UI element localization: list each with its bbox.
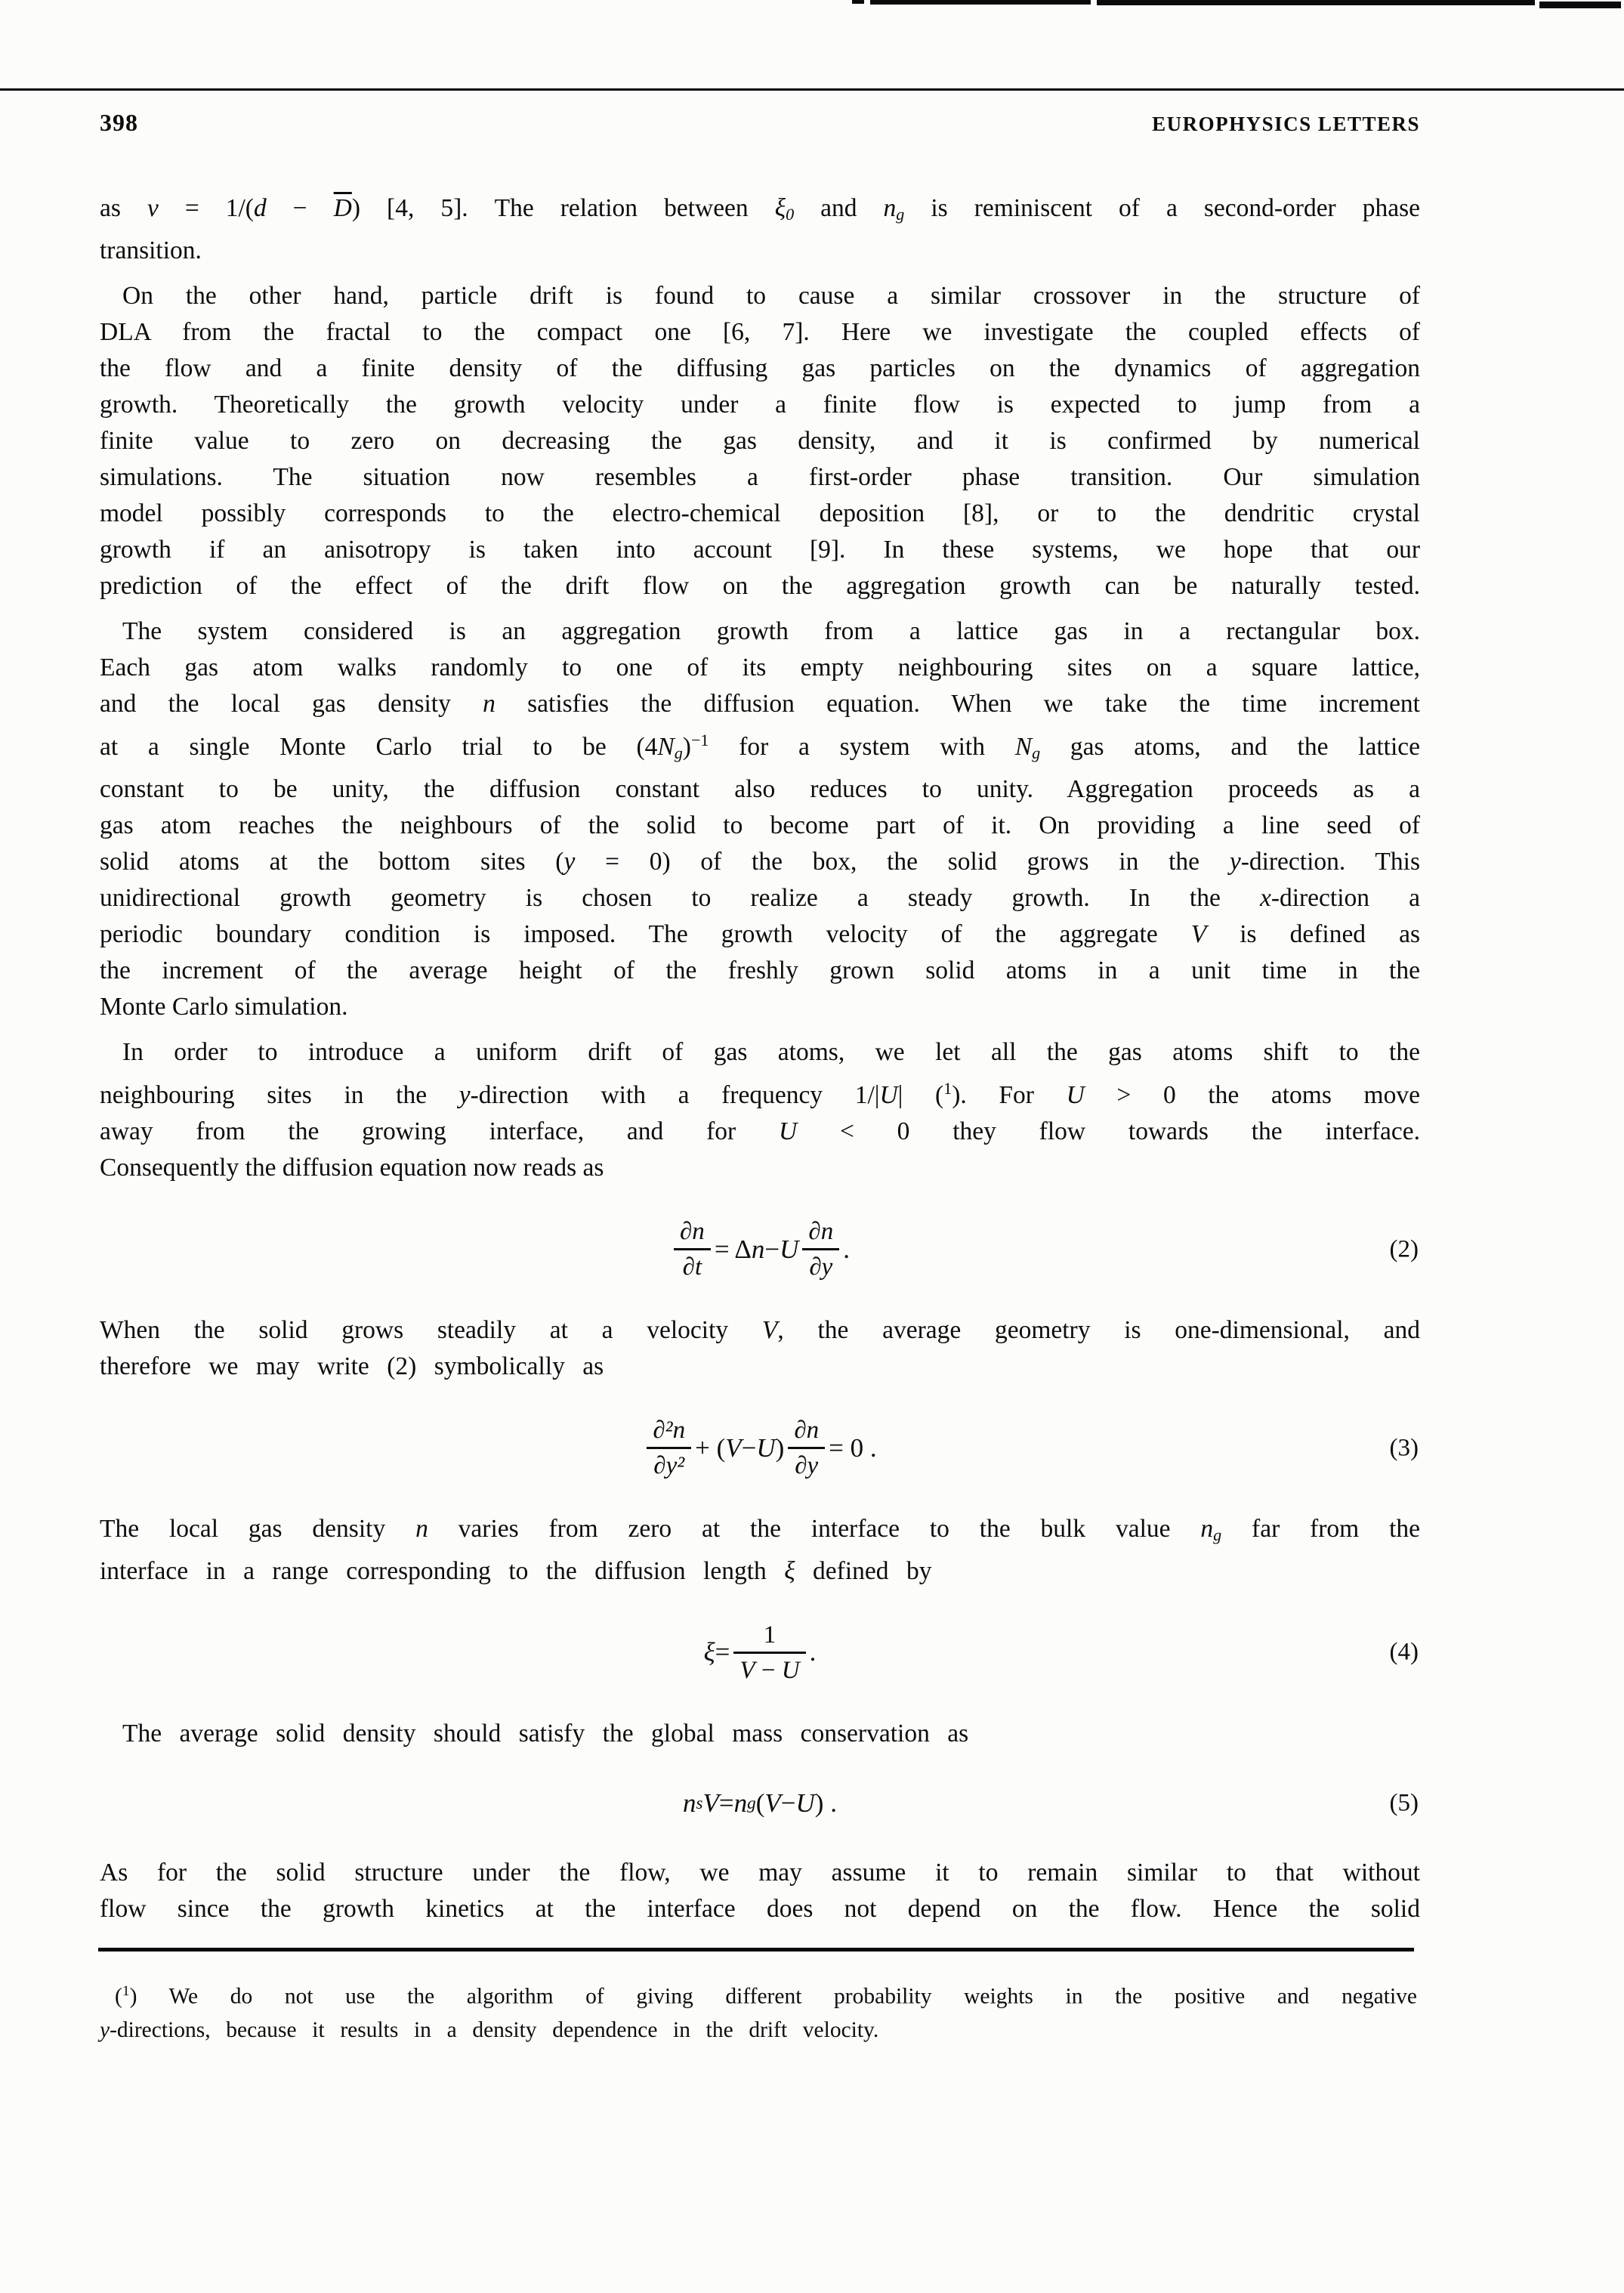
math-inline: 1 <box>122 1983 130 1999</box>
equation-2-number: (2) <box>1389 1235 1419 1263</box>
math-inline: x <box>1259 883 1271 912</box>
math-inline: n <box>883 194 897 222</box>
math-inline: ∂y² <box>653 1452 685 1480</box>
equation-5-content: n s V = n g ( V − U ) . <box>683 1788 837 1818</box>
paragraph-8 <box>100 1855 1420 1927</box>
math-inline: g <box>674 743 683 762</box>
math-inline: 1 <box>943 1078 952 1098</box>
math-inline: y <box>563 847 576 876</box>
math-inline: V <box>764 1788 781 1818</box>
math-inline: $\overline{D}$ <box>333 194 352 222</box>
math-inline: n <box>751 1234 765 1264</box>
math-inline: g <box>747 1793 756 1813</box>
equation-5-number: (5) <box>1389 1789 1419 1817</box>
paragraph-4 <box>100 1034 1420 1186</box>
math-inline: U <box>778 1117 798 1146</box>
text-line: growth if an anisotropy is taken into account [9]. In these systems, we hope that our <box>100 535 1420 564</box>
text-line: When the solid grows steadily at a velocity V, the average geometry is one-dimensional, and <box>100 1316 1420 1345</box>
text-line: transition. <box>100 236 202 264</box>
text-line: finite value to zero on decreasing the gas density, and it is confirmed by numerical <box>100 426 1420 455</box>
text-line: y-directions, because it results in a density dependence in the drift velocity. <box>100 2017 879 2042</box>
math-inline: y <box>1229 847 1241 876</box>
math-inline: g <box>1213 1525 1222 1544</box>
fraction <box>788 1414 825 1482</box>
paragraph-1 <box>100 190 1420 269</box>
math-inline: ∂y <box>809 1253 833 1281</box>
math-inline: ∂y <box>795 1452 819 1480</box>
footnote-rule <box>98 1948 1414 1952</box>
page-number: 398 <box>100 109 138 136</box>
math-inline: n <box>483 689 496 718</box>
math-inline: y <box>458 1081 471 1110</box>
paragraph-5 <box>100 1312 1420 1385</box>
text-line: ($^1$) We do not use the algorithm of giving different probability weights in the positive and negative <box>115 1983 1417 2009</box>
text-line: On the other hand, particle drift is found to cause a similar crossover in the structure of <box>122 281 1420 310</box>
math-inline: n <box>415 1515 428 1544</box>
text-line: solid atoms at the bottom sites (y = 0) of the box, the solid grows in the y-direction. This <box>100 847 1420 876</box>
text-line: gas atom reaches the neighbours of the solid to become part of it. On providing a line seed of <box>100 811 1420 839</box>
math-inline: ∂²n <box>653 1417 686 1445</box>
fraction <box>802 1215 839 1284</box>
paragraph-3 <box>100 613 1420 1025</box>
math-inline: ∂n <box>680 1218 705 1246</box>
text-line: the increment of the average height of the freshly grown solid atoms in a unit time in the <box>100 956 1420 984</box>
text-line: As for the solid structure under the flow, we may assume it to remain similar to that without <box>100 1858 1420 1887</box>
text-line: model possibly corresponds to the electro-chemical deposition [8], or to the dendritic crystal <box>100 499 1420 527</box>
text-line: neighbouring sites in the y-direction with a frequency 1/|U| ($^1$). For U > 0 the atoms move <box>100 1078 1420 1110</box>
scan-artifact <box>1097 0 1535 5</box>
text-line: Each gas atom walks randomly to one of its empty neighbouring sites on a square lattice, <box>100 653 1420 681</box>
text-line: at a single Monte Carlo trial to be $(4Ng)^{-1}$ for a system with Ng gas atoms, and the lattice <box>100 730 1421 762</box>
text-line: constant to be unity, the diffusion constant also reduces to unity. Aggregation proceeds as a <box>100 774 1420 803</box>
text-line: the flow and a finite density of the diffusing gas particles on the dynamics of aggregation <box>100 354 1420 382</box>
math-inline: V <box>761 1316 778 1345</box>
text-line: interface in a range corresponding to the diffusion length ξ defined by <box>100 1556 932 1585</box>
top-rule <box>0 88 1624 91</box>
text-line: periodic boundary condition is imposed. The growth velocity of the aggregate V is defined as <box>100 919 1420 948</box>
text-line: The local gas density n varies from zero at the interface to the bulk value ng far from the <box>100 1515 1420 1544</box>
equation-3-number: (3) <box>1389 1434 1419 1462</box>
math-inline: g <box>1032 743 1041 762</box>
page-header <box>100 109 1420 137</box>
article-body <box>100 190 1420 1927</box>
math-inline: U <box>1066 1081 1085 1110</box>
journal-name: EUROPHYSICS LETTERS <box>1152 113 1420 135</box>
fraction: $\frac{1}{V - U}$ <box>733 1618 805 1687</box>
text-line: Monte Carlo simulation. <box>100 992 348 1021</box>
text-line: prediction of the effect of the drift flow on the aggregation growth can be naturally tested. <box>100 571 1420 600</box>
math-inline: n <box>683 1788 696 1818</box>
math-inline: d <box>253 194 267 222</box>
text-line: Consequently the diffusion equation now reads as <box>100 1154 604 1182</box>
math-inline: ξ <box>784 1556 795 1585</box>
equation-4-number: (4) <box>1389 1638 1419 1666</box>
scan-artifact <box>852 0 864 4</box>
math-inline: ∂n <box>808 1218 834 1246</box>
math-inline: N <box>657 733 675 762</box>
math-inline: V <box>739 1656 755 1684</box>
math-inline: g <box>896 204 905 224</box>
scan-artifact <box>870 0 1091 5</box>
text-line: In order to introduce a uniform drift of gas atoms, we let all the gas atoms shift to the <box>122 1037 1420 1066</box>
text-line: as $\nu = 1/(d - \overline{D})$ [4, 5]. The relation between ξ0 and ng is reminiscent of a second-order phase <box>100 194 1421 224</box>
math-inline: n <box>733 1788 748 1818</box>
math-inline: y <box>100 2017 110 2042</box>
math-inline: n <box>1200 1515 1214 1544</box>
footnote <box>100 1975 1417 2047</box>
text-line: flow since the growth kinetics at the interface does not depend on the flow. Hence the solid <box>100 1894 1420 1923</box>
text-line: unidirectional growth geometry is chosen to realize a steady growth. In the x-direction a <box>100 883 1421 912</box>
math-inline: V <box>1190 919 1207 948</box>
text-line: therefore we may write (2) symbolically as <box>100 1352 604 1381</box>
math-inline: 0 <box>786 204 795 224</box>
text-line: The system considered is an aggregation growth from a lattice gas in a rectangular box. <box>122 617 1420 645</box>
equation-3 <box>100 1414 1420 1482</box>
fraction <box>647 1414 691 1482</box>
equation-4 <box>100 1618 1420 1687</box>
paragraph-2 <box>100 278 1420 604</box>
math-inline: U <box>756 1432 776 1463</box>
math-inline: ν <box>147 194 159 222</box>
text-line: away from the growing interface, and for U < 0 they flow towards the interface. <box>100 1117 1420 1146</box>
math-inline: U <box>879 1081 898 1110</box>
math-inline: U <box>795 1788 815 1818</box>
equation-5 <box>100 1781 1420 1826</box>
math-inline: −1 <box>690 730 709 749</box>
math-inline: ξ <box>774 194 786 222</box>
math-inline: V <box>725 1432 742 1463</box>
text-line: and the local gas density n satisfies the diffusion equation. When we take the time increment <box>100 689 1420 718</box>
math-inline: ∂t <box>682 1253 702 1281</box>
text-line: DLA from the fractal to the compact one [6, 7]. Here we investigate the coupled effects of <box>100 317 1420 346</box>
text-line: The average solid density should satisfy the global mass conservation as <box>122 1719 969 1748</box>
math-inline: V <box>702 1788 719 1818</box>
paragraph-6 <box>100 1511 1420 1590</box>
math-inline: ξ <box>703 1637 715 1667</box>
equation-2 <box>100 1215 1420 1284</box>
math-inline: ∂n <box>794 1417 820 1445</box>
fraction <box>674 1215 711 1284</box>
paragraph-7 <box>100 1716 1420 1752</box>
math-inline: U <box>780 1234 799 1264</box>
math-inline: s <box>696 1793 703 1813</box>
scan-artifact <box>1539 2 1621 8</box>
math-inline: N <box>1014 733 1033 762</box>
text-line: growth. Theoretically the growth velocity under a finite flow is expected to jump from a <box>100 390 1420 419</box>
equation-2-content: $\frac{\partial n}{\partial t}$ = Δ n − U $\frac{\partial n}{\partial y}$ . <box>670 1215 850 1284</box>
text-line: simulations. The situation now resembles a first-order phase transition. Our simulation <box>100 462 1420 491</box>
equation-4-content: ξ = $\frac{1}{V - U}$ . <box>704 1618 817 1687</box>
equation-3-content: $\frac{\text{∂²n}}{\text{∂y²}}$ + ( V − U ) $\frac{\partial n}{\partial y}$ = 0 . <box>643 1414 876 1482</box>
math-inline: U <box>781 1656 800 1684</box>
